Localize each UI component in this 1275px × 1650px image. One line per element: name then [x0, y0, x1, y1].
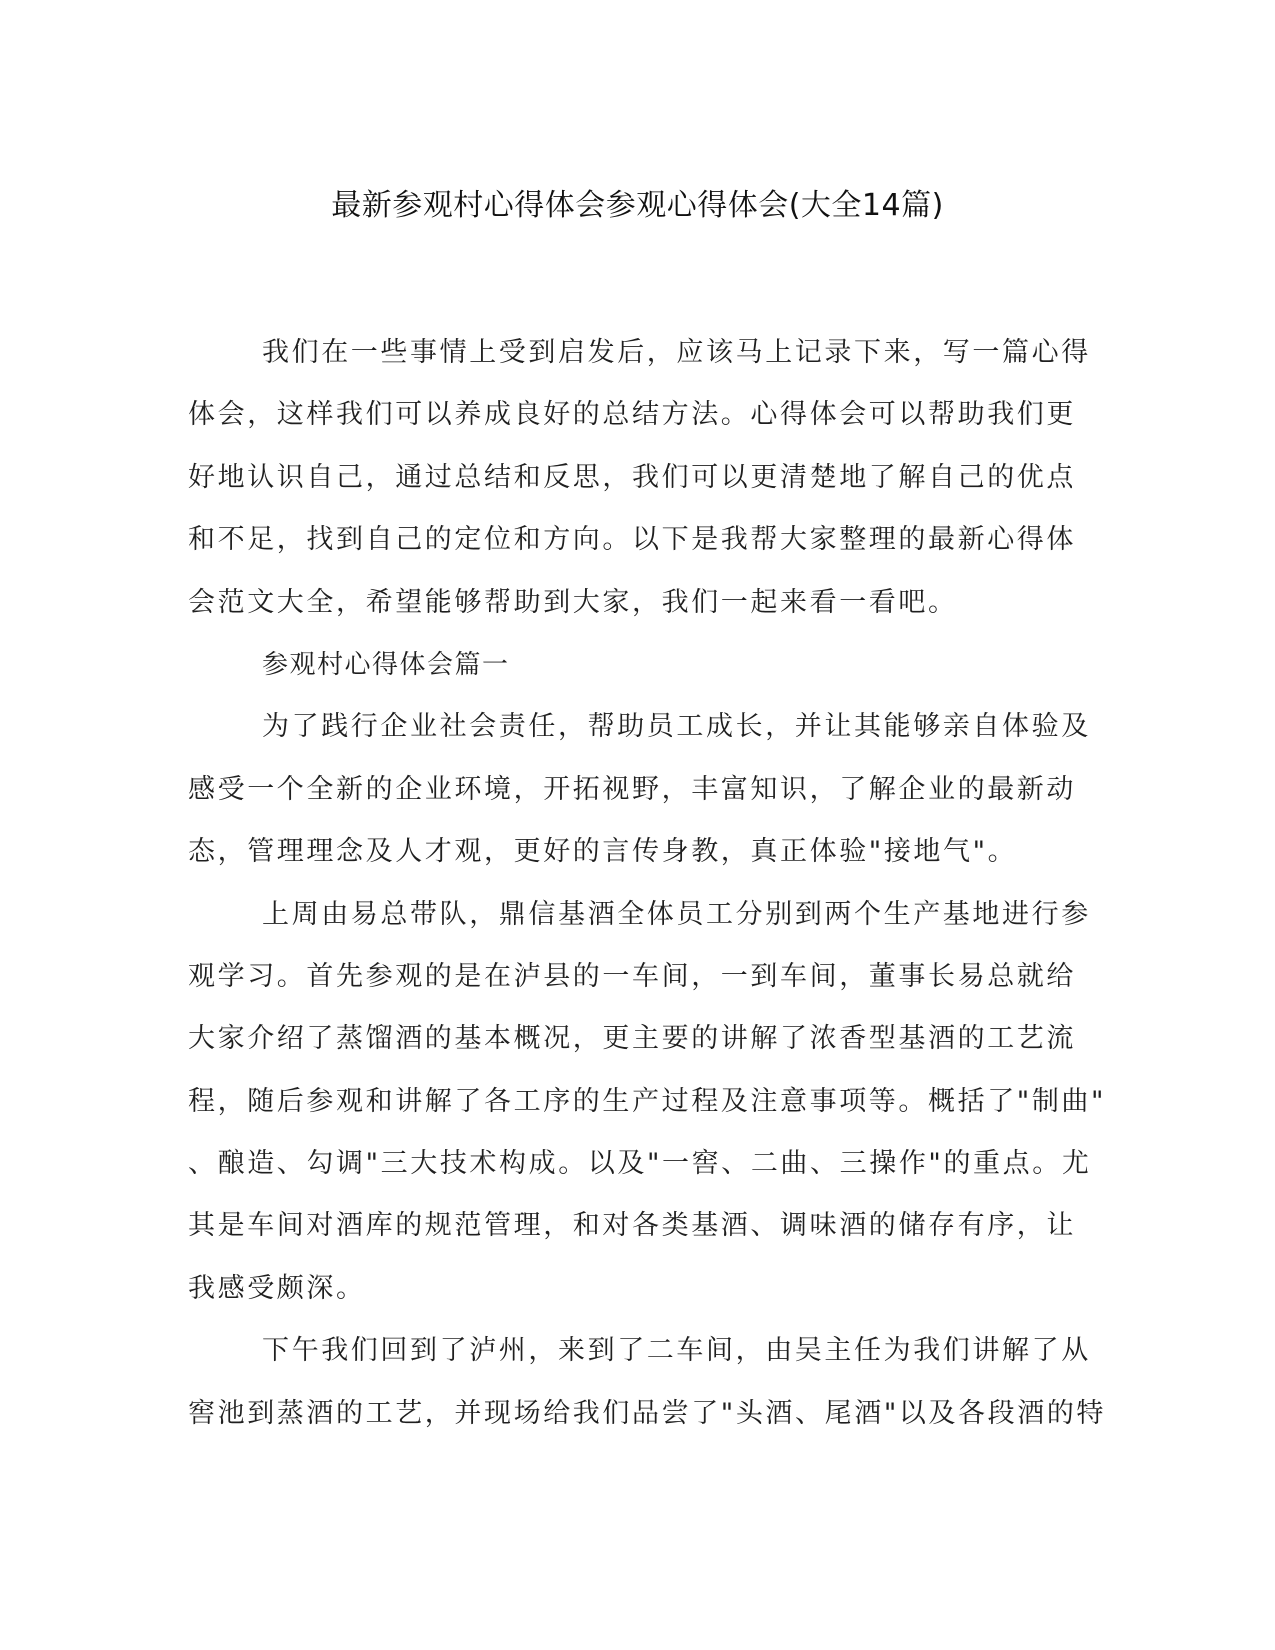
paragraph-line: 下午我们回到了泸州，来到了二车间，由吴主任为我们讲解了从: [262, 1335, 1091, 1367]
document-title: 最新参观村心得体会参观心得体会(大全14篇): [331, 188, 944, 223]
document-body: [188, 322, 1107, 1445]
paragraph-line: 上周由易总带队，鼎信基酒全体员工分别到两个生产基地进行参: [262, 898, 1091, 930]
section-heading: 参观村心得体会篇一: [262, 649, 510, 680]
paragraph-line: 大家介绍了蒸馏酒的基本概况，更主要的讲解了浓香型基酒的工艺流: [188, 1023, 1076, 1055]
paragraph-line: 窖池到蒸酒的工艺，并现场给我们品尝了"头酒、尾酒"以及各段酒的特: [188, 1397, 1107, 1429]
paragraph-line: 程，随后参观和讲解了各工序的生产过程及注意事项等。概括了"制曲": [188, 1085, 1107, 1117]
intro-line: 和不足，找到自己的定位和方向。以下是我帮大家整理的最新心得体: [188, 524, 1076, 556]
paragraph-line: 感受一个全新的企业环境，开拓视野，丰富知识，了解企业的最新动: [188, 773, 1076, 805]
paragraph-line: 其是车间对酒库的规范管理，和对各类基酒、调味酒的储存有序，让: [188, 1210, 1076, 1242]
intro-line: 体会，这样我们可以养成良好的总结方法。心得体会可以帮助我们更: [188, 399, 1076, 431]
paragraph-line: 我感受颇深。: [188, 1272, 366, 1304]
paragraph-line: 、酿造、勾调"三大技术构成。以及"一窖、二曲、三操作"的重点。尤: [188, 1148, 1092, 1180]
intro-line: 我们在一些事情上受到启发后，应该马上记录下来，写一篇心得: [262, 337, 1091, 368]
paragraph-line: 为了践行企业社会责任，帮助员工成长，并让其能够亲自体验及: [262, 711, 1091, 743]
intro-line: 好地认识自己，通过总结和反思，我们可以更清楚地了解自己的优点: [188, 461, 1076, 493]
paragraph-line: 态，管理理念及人才观，更好的言传身教，真正体验"接地气"。: [188, 836, 1018, 868]
paragraph-line: 观学习。首先参观的是在泸县的一车间，一到车间，董事长易总就给: [188, 960, 1076, 992]
intro-line: 会范文大全，希望能够帮助到大家，我们一起来看一看吧。: [188, 586, 958, 618]
